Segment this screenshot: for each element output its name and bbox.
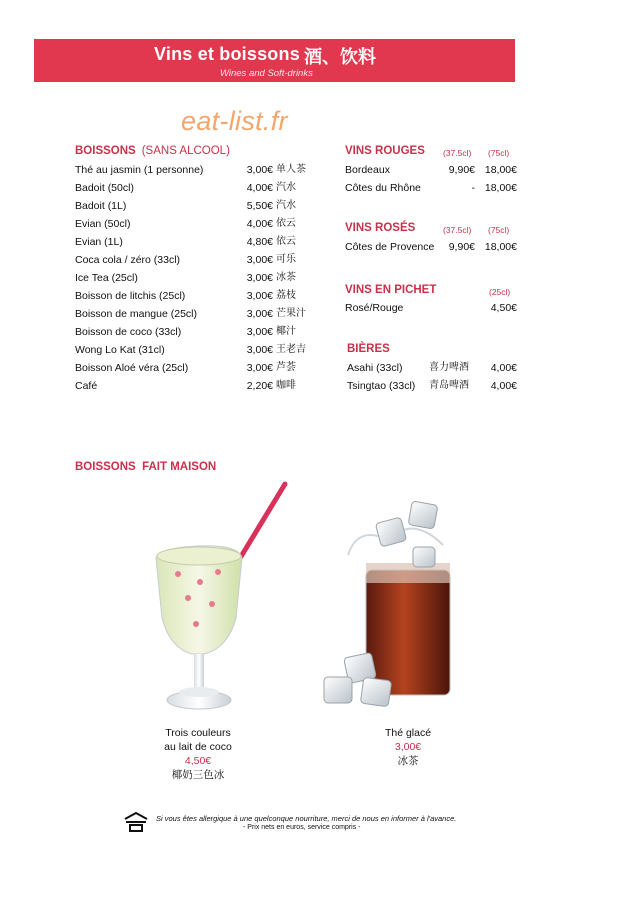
item-name: Evian (1L) [75, 236, 123, 248]
list-item [347, 361, 517, 375]
volume-label: (75cl) [488, 148, 510, 158]
item-name-zh: 汽水 [276, 200, 296, 211]
list-item [345, 301, 517, 315]
list-item [75, 325, 315, 339]
section-heading-bieres: BIÈRES [347, 343, 390, 355]
product-price: 3,00€ [394, 741, 422, 753]
item-price: 18,00€ [484, 182, 517, 194]
item-name: Côtes de Provence [345, 241, 435, 253]
product-name-zh: 冰茶 [397, 755, 419, 767]
item-name: Wong Lo Kat (31cl) [75, 344, 165, 356]
item-name: Thé au jasmin (1 personne) [75, 164, 204, 176]
volume-label: (37.5cl) [443, 148, 472, 158]
item-name-zh: 汽水 [276, 182, 296, 193]
item-name-zh: 芒果汁 [276, 308, 306, 319]
section-heading-fait-maison: BOISSONS FAIT MAISON [75, 461, 217, 473]
list-item [75, 361, 315, 375]
product-name: Thé glacé [384, 727, 432, 739]
item-name-zh: 依云 [276, 236, 296, 247]
watermark: eat-list.fr [181, 106, 288, 136]
item-price: - [471, 182, 475, 194]
product-name: Trois couleurs [165, 727, 231, 739]
list-item [75, 217, 315, 231]
item-name: Bordeaux [345, 164, 390, 176]
item-price: 4,80€ [246, 236, 273, 248]
cocktail-glass-image [148, 478, 298, 723]
volume-label: (25cl) [489, 287, 511, 297]
item-name: Evian (50cl) [75, 218, 131, 230]
page-title: Vins et boissons [154, 44, 300, 64]
item-name-zh: 依云 [276, 218, 296, 229]
section-heading-vins-roses: VINS ROSÉS [345, 222, 416, 234]
item-name: Tsingtao (33cl) [347, 380, 416, 392]
item-price: 18,00€ [484, 164, 517, 176]
item-name: Badoit (1L) [75, 200, 127, 212]
item-price: 18,00€ [484, 241, 517, 253]
list-item [75, 289, 315, 303]
item-price: 4,00€ [490, 362, 517, 374]
item-name: Asahi (33cl) [347, 362, 403, 374]
item-name-zh: 芦荟 [276, 362, 296, 373]
list-item [75, 379, 315, 393]
page-subtitle: Wines and Soft-drinks [220, 68, 313, 79]
list-item [75, 181, 315, 195]
item-price: 2,20€ [246, 380, 273, 392]
item-price: 3,00€ [246, 326, 273, 338]
item-name-zh: 可乐 [276, 254, 296, 265]
list-item [75, 343, 315, 357]
item-price: 4,50€ [490, 302, 517, 314]
price-notice: - Prix nets en euros, service compris - [243, 824, 361, 831]
item-name: Boisson Aloé véra (25cl) [75, 362, 189, 374]
iced-tea-glass-image [318, 495, 468, 715]
list-item [345, 181, 517, 195]
allergy-icon [123, 812, 149, 832]
item-price: 3,00€ [246, 272, 273, 284]
product-price: 4,50€ [184, 755, 212, 767]
item-price: 9,90€ [448, 241, 475, 253]
item-price: 3,00€ [246, 308, 273, 320]
product-name-zh: 椰奶三色冰 [171, 769, 225, 781]
heading-text: BOISSONS [75, 145, 136, 157]
volume-label: (75cl) [488, 225, 510, 235]
allergy-notice: Si vous êtes allergique à une quelconque nourriture, merci de nous en informer à l'avance. [156, 814, 457, 823]
item-price: 3,00€ [246, 290, 273, 302]
item-price: 4,00€ [246, 218, 273, 230]
list-item [75, 307, 315, 321]
item-price: 4,00€ [490, 380, 517, 392]
heading-sub: (SANS ALCOOL) [141, 145, 230, 157]
item-name-zh: 冰茶 [276, 272, 296, 283]
product-caption [348, 726, 468, 768]
section-heading-vins-pichet: VINS EN PICHET [345, 284, 437, 296]
item-name: Boisson de coco (33cl) [75, 326, 182, 338]
section-heading-boissons [75, 145, 230, 157]
list-item [75, 271, 315, 285]
item-name-zh: 单人茶 [276, 164, 306, 175]
product-name-line2: au lait de coco [164, 741, 232, 753]
item-price: 4,00€ [246, 182, 273, 194]
item-name: Boisson de litchis (25cl) [75, 290, 186, 302]
item-name: Ice Tea (25cl) [75, 272, 138, 284]
item-name-zh: 王老吉 [276, 344, 306, 355]
list-item [345, 240, 517, 254]
item-price: 3,00€ [246, 344, 273, 356]
item-name-zh: 椰汁 [276, 326, 296, 337]
item-name: Coca cola / zéro (33cl) [75, 254, 181, 266]
item-price: 3,00€ [246, 164, 273, 176]
list-item [75, 199, 315, 213]
section-heading-vins-rouges: VINS ROUGES [345, 145, 425, 157]
volume-label: (37.5cl) [443, 225, 472, 235]
item-name-zh: 咖啡 [276, 380, 296, 391]
list-item [345, 163, 517, 177]
item-name: Rosé/Rouge [345, 302, 404, 314]
item-name: Boisson de mangue (25cl) [75, 308, 197, 320]
item-name: Café [75, 380, 98, 392]
item-name: Côtes du Rhône [345, 182, 421, 194]
item-price: 5,50€ [246, 200, 273, 212]
list-item [75, 235, 315, 249]
item-price: 3,00€ [246, 362, 273, 374]
page-title-zh: 酒、饮料 [304, 47, 376, 68]
product-caption [138, 726, 258, 782]
item-price: 9,90€ [448, 164, 475, 176]
list-item [75, 163, 315, 177]
item-name: Badoit (50cl) [75, 182, 134, 194]
list-item [75, 253, 315, 267]
item-price: 3,00€ [246, 254, 273, 266]
item-name-zh: 青岛啤酒 [429, 380, 469, 391]
header-banner [34, 39, 515, 82]
item-name-zh: 荔枝 [276, 290, 296, 301]
item-name-zh: 喜力啤酒 [429, 362, 469, 373]
list-item [347, 379, 517, 393]
